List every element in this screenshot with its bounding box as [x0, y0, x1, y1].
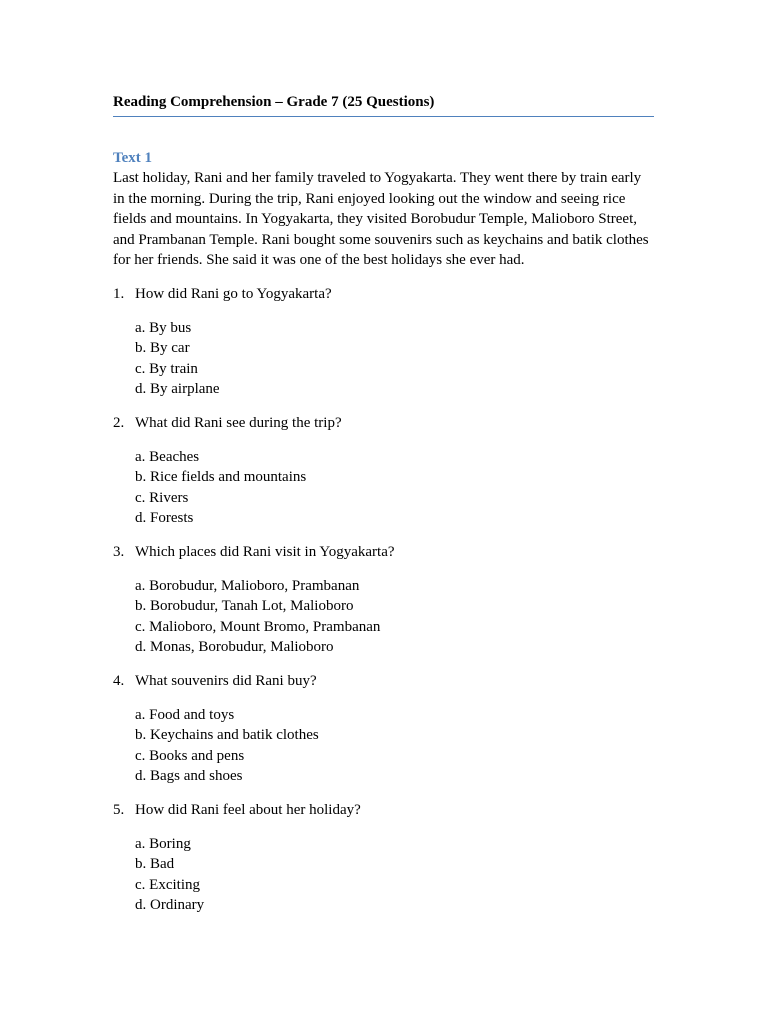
answer-options	[135, 834, 654, 916]
section-heading: Text 1	[113, 150, 153, 166]
answer-options	[135, 447, 654, 529]
question-number: 5.	[113, 801, 125, 818]
answer-option: a. Boring	[135, 835, 191, 852]
question-3	[113, 542, 654, 658]
answer-options	[135, 318, 654, 400]
answer-option: c. By train	[135, 360, 198, 377]
answer-option: b. By car	[135, 340, 190, 356]
answer-option: c. Malioboro, Mount Bromo, Prambanan	[135, 618, 381, 635]
answer-option: b. Borobudur, Tanah Lot, Malioboro	[135, 598, 354, 614]
question-2	[113, 413, 654, 529]
answer-option: b. Keychains and batik clothes	[135, 727, 319, 743]
answer-options	[135, 576, 654, 658]
question-text: How did Rani go to Yogyakarta?	[135, 285, 332, 302]
answer-option: a. Food and toys	[135, 706, 235, 723]
question-text: What souvenirs did Rani buy?	[135, 672, 317, 689]
question-text: How did Rani feel about her holiday?	[135, 801, 361, 818]
question-text: Which places did Rani visit in Yogyakarta?	[135, 543, 395, 560]
question-number: 4.	[113, 672, 125, 689]
answer-option: a. Beaches	[135, 448, 200, 465]
answer-option: c. Exciting	[135, 876, 200, 893]
question-number: 3.	[113, 543, 125, 560]
question-text: What did Rani see during the trip?	[135, 414, 342, 431]
answer-option: d. Ordinary	[135, 897, 205, 913]
question-1	[113, 284, 654, 400]
reading-passage: Last holiday, Rani and her family traveled to Yogyakarta. They went there by train early in the morning. During the trip, Rani enjoyed looking out the window and seeing rice fields and mountains. In Yogyakarta, they visited Borobudur Temple, Malioboro Street, and Prambanan Temple. Rani bought some souvenirs such as keychains and batik clothes for her friends. She said it was one of the best holidays she ever had.	[113, 170, 649, 268]
question-4	[113, 671, 654, 787]
answer-options	[135, 705, 654, 787]
answer-option: b. Bad	[135, 856, 175, 872]
answer-option: c. Rivers	[135, 489, 189, 506]
answer-option: c. Books and pens	[135, 747, 245, 764]
answer-option: d. Forests	[135, 510, 194, 526]
answer-option: a. Borobudur, Malioboro, Prambanan	[135, 577, 360, 594]
answer-option: b. Rice fields and mountains	[135, 469, 307, 485]
answer-option: d. By airplane	[135, 381, 220, 397]
question-number: 2.	[113, 414, 125, 431]
question-5	[113, 800, 654, 916]
question-number: 1.	[113, 285, 125, 302]
document-page	[113, 92, 654, 916]
answer-option: d. Monas, Borobudur, Malioboro	[135, 639, 334, 655]
document-title: Reading Comprehension – Grade 7 (25 Questions)	[113, 92, 654, 117]
answer-option: a. By bus	[135, 319, 192, 336]
answer-option: d. Bags and shoes	[135, 768, 243, 784]
